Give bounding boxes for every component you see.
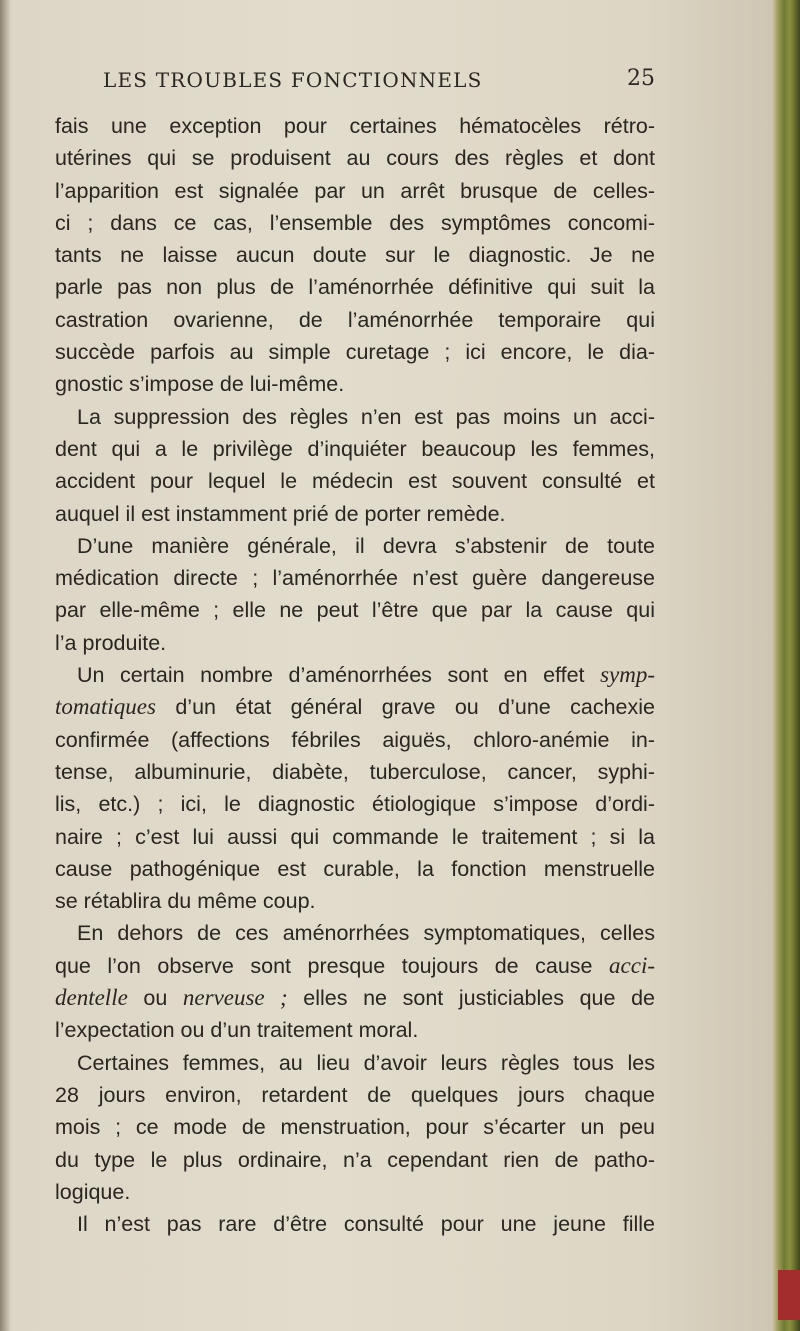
text-line: [55, 982, 655, 1014]
text-line: lis, etc.) ; ici, le diagnostic étiologique s’impose d’ordi-: [55, 792, 655, 817]
text-run: d’un état général grave ou d’une cachexie: [155, 695, 655, 720]
text-line: La suppression des règles n’en est pas moins un acci-: [77, 404, 655, 429]
text-line: l’a produite.: [55, 630, 167, 655]
page-header: [55, 62, 655, 102]
italic-text: tomatiques: [55, 694, 156, 720]
text-line: fais une exception pour certaines hématocèles rétro-: [55, 114, 655, 138]
text-line: cause pathogénique est curable, la fonction menstruelle: [55, 856, 655, 881]
text-line: auquel il est instamment prié de porter remède.: [55, 501, 506, 526]
text-line: [55, 691, 655, 723]
page-number: 25: [627, 66, 655, 91]
italic-text: dentelle: [55, 985, 128, 1011]
body-text: [55, 110, 655, 1240]
text-line: [55, 659, 655, 691]
page-gutter-shadow: [0, 0, 10, 1331]
text-line: tants ne laisse aucun doute sur le diagnostic. Je ne: [55, 243, 655, 268]
text-line: médication directe ; l’aménorrhée n’est guère dangereuse: [55, 566, 655, 591]
text-line: succède parfois au simple curetage ; ici encore, le dia-: [55, 340, 655, 365]
text-line: accident pour lequel le médecin est souvent consulté et: [55, 469, 655, 494]
text-line: [55, 950, 655, 982]
text-line: dent qui a le privilège d’inquiéter beaucoup les femmes,: [55, 436, 655, 461]
text-line: ci ; dans ce cas, l’ensemble des symptômes concomi-: [55, 210, 655, 235]
text-line: utérines qui se produisent au cours des règles et dont: [55, 146, 655, 171]
text-line: gnostic s’impose de lui-même.: [55, 372, 345, 397]
text-run: que l’on observe sont presque toujours de cause: [55, 953, 610, 978]
text-line: se rétablira du même coup.: [55, 889, 316, 914]
text-line: En dehors de ces aménorrhées symptomatiques, celles: [77, 921, 655, 946]
text-line: du type le plus ordinaire, n’a cependant rien de patho-: [55, 1147, 655, 1172]
page-tab-marker: [778, 1270, 800, 1320]
text-line: par elle-même ; elle ne peut l’être que par la cause qui: [55, 598, 655, 623]
book-edge: [772, 0, 800, 1331]
italic-text: symp-: [600, 662, 655, 688]
italic-text: acci-: [609, 952, 655, 978]
text-line: D’une manière générale, il devra s’abstenir de toute: [77, 533, 655, 558]
text-line: l’apparition est signalée par un arrêt brusque de celles-: [55, 178, 655, 203]
text-line: logique.: [55, 1179, 131, 1204]
text-run: Un certain nombre d’aménorrhées sont en effet: [77, 663, 601, 688]
italic-text: nerveuse ;: [182, 985, 288, 1011]
text-line: l’expectation ou d’un traitement moral.: [55, 1018, 419, 1043]
text-run: ou: [127, 986, 183, 1011]
text-line: naire ; c’est lui aussi qui commande le traitement ; si la: [55, 824, 655, 849]
running-head: LES TROUBLES FONCTIONNELS: [103, 68, 483, 92]
text-line: Il n’est pas rare d’être consulté pour une jeune fille: [77, 1212, 655, 1237]
text-line: confirmée (affections fébriles aiguës, chloro-anémie in-: [55, 727, 655, 752]
text-line: mois ; ce mode de menstruation, pour s’écarter un peu: [55, 1115, 655, 1140]
text-line: parle pas non plus de l’aménorrhée définitive qui suit la: [55, 275, 655, 300]
text-line: castration ovarienne, de l’aménorrhée temporaire qui: [55, 307, 655, 332]
text-line: 28 jours environ, retardent de quelques jours chaque: [55, 1082, 655, 1107]
text-run: elles ne sont justiciables que de: [287, 986, 655, 1011]
text-line: tense, albuminurie, diabète, tuberculose, cancer, syphi-: [55, 759, 655, 784]
text-line: Certaines femmes, au lieu d’avoir leurs règles tous les: [77, 1050, 655, 1075]
